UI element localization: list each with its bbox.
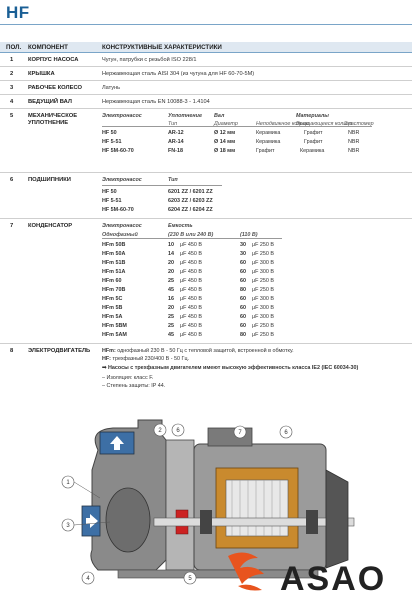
capacitor-pump: HFm 51A (102, 269, 126, 275)
capacitor-section (0, 223, 412, 343)
bearing-rear (306, 510, 318, 534)
pump-cover (166, 440, 194, 570)
row-description: Чугун, патрубки с резьбой ISO 228/1 (102, 57, 197, 63)
seal-elastomer: NBR (348, 148, 360, 154)
header-pos: ПОЛ. (6, 44, 22, 51)
seal-header-seal: Уплотнение (168, 113, 202, 119)
row-description: Латунь (102, 85, 121, 91)
row-divider (0, 66, 412, 67)
seal-pump: HF 5M-60-70 (102, 148, 134, 154)
capacitor-pump: HFm 60 (102, 278, 122, 284)
seal-elastomer: NBR (348, 139, 360, 145)
capacitor-unit-110: μF 250 В (252, 278, 274, 284)
motor-insulation: – Изоляция: класс F. (102, 375, 154, 381)
capacitor-value-230: 25 (168, 314, 174, 320)
row-component: ЭЛЕКТРОДВИГАТЕЛЬ (28, 348, 91, 354)
seal-sub-elastomer: Эластомер (344, 121, 374, 127)
motor-section (0, 348, 412, 396)
capacitor-value-230: 45 (168, 332, 174, 338)
header-component: КОМПОНЕНТ (28, 44, 68, 51)
seal-header-shaft: Вал (214, 113, 225, 119)
seal-header-pump: Электронасос (102, 113, 142, 119)
capacitor-pump: HFm 50A (102, 251, 126, 257)
capacitor-pump: HFm 50B (102, 242, 126, 248)
row-number: 7 (10, 223, 14, 229)
bearings-section (0, 177, 412, 217)
row-number: 8 (10, 348, 14, 354)
capacitor-value-110: 60 (240, 314, 246, 320)
capacitor-unit-110: μF 300 В (252, 269, 274, 275)
motor-efficiency-note: ➡ Насосы с трехфазным двигателем имеют высокую эффективность класса IE2 (IEC 60034-30) (102, 365, 359, 371)
capacitor-sub-230: (230 В или 240 В) (168, 232, 214, 238)
row-component: ВЕДУЩИЙ ВАЛ (28, 99, 72, 105)
row-divider (0, 94, 412, 95)
capacitor-value-230: 25 (168, 278, 174, 284)
seal-sub-type: Тип (168, 121, 178, 127)
capacitor-value-230: 20 (168, 260, 174, 266)
bearing-pump: HF 50 (102, 189, 117, 195)
capacitor-header-capacity: Емкость (168, 223, 193, 229)
seal-ring: Графит (256, 148, 275, 154)
row-number: 2 (10, 71, 14, 77)
row-component: КОНДЕНСАТОР (28, 223, 73, 229)
capacitor-unit-110: μF 250 В (252, 251, 274, 257)
capacitor-pump: HFm 51B (102, 260, 126, 266)
capacitor-value-110: 60 (240, 269, 246, 275)
seal-diameter: Ø 12 мм (214, 130, 236, 136)
motor-label-hf: HF: (102, 356, 111, 362)
capacitor-unit-230: μF 450 В (180, 269, 202, 275)
motor-protection: – Степень защиты: IP 44. (102, 383, 166, 389)
capacitor-unit-230: μF 450 В (180, 287, 202, 293)
row-component: КРЫШКА (28, 71, 55, 77)
impeller (106, 488, 150, 552)
capacitor-sub-single: Однофазный (102, 232, 138, 238)
row-number: 6 (10, 177, 14, 183)
capacitor-pump: HFm 5C (102, 296, 123, 302)
row-component: УПЛОТНЕНИЕ (28, 120, 69, 126)
row-component: ПОДШИПНИКИ (28, 177, 71, 183)
logo-mark-icon (228, 552, 264, 584)
capacitor-pump: HFm 70B (102, 287, 126, 293)
callout-4: 4 (86, 576, 90, 582)
header-spec: КОНСТРУКТИВНЫЕ ХАРАКТЕРИСТИКИ (102, 44, 222, 51)
seal-pump: HF 5-51 (102, 139, 122, 145)
seal-rotating: Керамика (300, 148, 325, 154)
seal-rotating: Графит (304, 130, 323, 136)
capacitor-value-230: 20 (168, 305, 174, 311)
page-title: HF (6, 3, 30, 22)
capacitor-value-110: 60 (240, 296, 246, 302)
bearing-front (200, 510, 212, 534)
row-number: 3 (10, 85, 14, 91)
seal-header-materials: Материалы (296, 113, 329, 119)
capacitor-unit-230: μF 450 В (180, 278, 202, 284)
callout-2: 2 (158, 428, 162, 434)
capacitor-unit-230: μF 450 В (180, 305, 202, 311)
motor-line-1: однофазный 230 В - 50 Гц с тепловой защитой, встроенной в обмотку. (117, 348, 294, 354)
capacitor-unit-110: μF 300 В (252, 305, 274, 311)
capacitor-pump: HFm 5A (102, 314, 123, 320)
motor-line-2: трехфазный 230/400 В - 50 Гц. (112, 356, 190, 362)
capacitor-unit-110: μF 250 В (252, 287, 274, 293)
capacitor-unit-230: μF 450 В (180, 332, 202, 338)
row-component: РАБОЧЕЕ КОЛЕСО (28, 85, 83, 91)
seal-elastomer: NBR (348, 130, 360, 136)
drive-shaft (154, 518, 354, 526)
row-component: КОРПУС НАСОСА (28, 57, 79, 63)
capacitor-value-110: 60 (240, 305, 246, 311)
capacitor-unit-230: μF 450 В (180, 242, 202, 248)
capacitor-pump: HFm 5AM (102, 332, 127, 338)
capacitor-value-110: 30 (240, 242, 246, 248)
capacitor-value-110: 80 (240, 332, 246, 338)
capacitor-unit-110: μF 250 В (252, 323, 274, 329)
capacitor-value-230: 14 (168, 251, 174, 257)
capacitor-unit-110: μF 300 В (252, 296, 274, 302)
capacitor-value-230: 45 (168, 287, 174, 293)
seal-type: AR-14 (168, 139, 184, 145)
capacitor-unit-230: μF 450 В (180, 323, 202, 329)
capacitor-value-110: 60 (240, 323, 246, 329)
row-divider (0, 343, 412, 344)
seal-sub-ring: Неподвижное кольцо (256, 121, 310, 127)
capacitor-value-110: 60 (240, 260, 246, 266)
capacitor-value-230: 10 (168, 242, 174, 248)
bearings-header-type: Тип (168, 177, 178, 183)
row-divider (0, 108, 412, 109)
callout-3: 3 (66, 523, 70, 529)
capacitor-value-230: 20 (168, 269, 174, 275)
row-component: МЕХАНИЧЕСКОЕ (28, 113, 78, 119)
motor-label-hfm: HFm: (102, 348, 116, 354)
capacitor-value-110: 30 (240, 251, 246, 257)
capacitor-value-110: 80 (240, 287, 246, 293)
seal-ring: Керамика (256, 139, 281, 145)
callout-1: 1 (66, 480, 70, 486)
logo-text: ASAO (280, 560, 387, 598)
callout-6: 6 (176, 428, 180, 434)
capacitor-value-110: 60 (240, 278, 246, 284)
capacitor-sub-110: (110 В) (240, 232, 258, 238)
seal-type: AR-12 (168, 130, 184, 136)
bearing-type: 6204 ZZ / 6204 ZZ (168, 207, 213, 213)
seal-diameter: Ø 14 мм (214, 139, 236, 145)
seal-ring: Керамика (256, 130, 281, 136)
seal-rotating: Графит (304, 139, 323, 145)
row-description: Нержавеющая сталь EN 10088-3 - 1.4104 (102, 99, 210, 105)
capacitor-unit-230: μF 450 В (180, 314, 202, 320)
capacitor-unit-230: μF 450 В (180, 260, 202, 266)
bearing-type: 6203 ZZ / 6203 ZZ (168, 198, 213, 204)
capacitor-value-230: 16 (168, 296, 174, 302)
seal-sub-rotating: Вращающееся кольцо (296, 121, 353, 127)
capacitor-unit-110: μF 300 В (252, 314, 274, 320)
capacitor-pump: HFm 5BM (102, 323, 127, 329)
row-divider (0, 218, 412, 219)
bearing-pump: HF 5-51 (102, 198, 122, 204)
logo-mark-lower-icon (238, 585, 262, 591)
bearings-header-pump: Электронасос (102, 177, 142, 183)
row-number: 4 (10, 99, 14, 105)
seal-type: FN-18 (168, 148, 183, 154)
row-number: 1 (10, 57, 14, 63)
seal-section (0, 113, 412, 171)
bearing-type: 6201 ZZ / 6201 ZZ (168, 189, 213, 195)
bearing-pump: HF 5M-60-70 (102, 207, 134, 213)
seal-pump: HF 50 (102, 130, 117, 136)
capacitor-unit-110: μF 300 В (252, 260, 274, 266)
callout-5: 5 (188, 576, 192, 582)
bearings-divider (102, 185, 222, 186)
capacitor-pump: HFm 5B (102, 305, 123, 311)
table-header (0, 42, 412, 53)
capacitor-header-pump: Электронасос (102, 223, 142, 229)
row-description: Нержавеющая сталь AISI 304 (из чугуна для HF 60-70-5M) (102, 71, 255, 77)
capacitor-value-230: 25 (168, 323, 174, 329)
row-number: 5 (10, 113, 14, 119)
motor-rotor (226, 480, 288, 536)
seal-sub-diameter: Диаметр (214, 121, 238, 127)
row-divider (0, 172, 412, 173)
capacitor-unit-230: μF 450 В (180, 296, 202, 302)
seal-divider (102, 126, 372, 127)
title-rule (0, 24, 412, 25)
callout-6b: 6 (284, 430, 288, 436)
capacitor-divider (102, 238, 282, 239)
seal-diameter: Ø 18 мм (214, 148, 236, 154)
asao-logo (224, 548, 412, 600)
callout-7: 7 (238, 430, 242, 436)
row-divider (0, 80, 412, 81)
capacitor-unit-230: μF 450 В (180, 251, 202, 257)
capacitor-unit-110: μF 250 В (252, 332, 274, 338)
capacitor-unit-110: μF 250 В (252, 242, 274, 248)
